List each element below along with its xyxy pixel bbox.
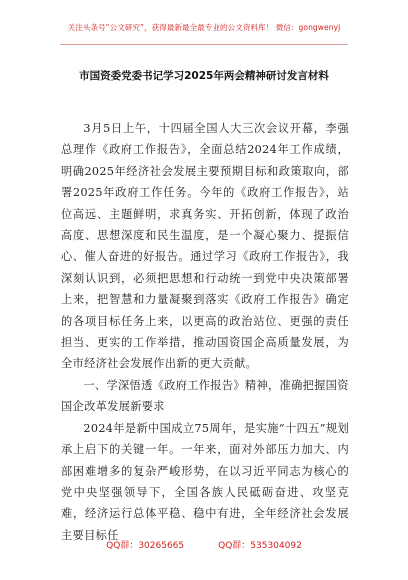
footer <box>0 538 408 551</box>
document-title: 市国资委党委书记学习2025年两会精神研讨发言材料 <box>79 70 329 82</box>
section-heading: 一、学深悟透《政府工作报告》精神，准确把握国资国企改革发展新要求 <box>61 378 349 414</box>
footer-qq-left: QQ群：30265665 <box>106 541 185 551</box>
header-divider <box>60 44 348 45</box>
section-paragraph: 2024年是新中国成立75周年，是实施“十四五”规划承上启下的关键一年。一年来，面对外部压力加大、内部困难增多的复杂严峻形势，在以习近平同志为核心的党中央坚强领导下，全国各族人民砥砺奋进、攻坚克难，经济运行总体平稳、稳中有进，全年经济社会发展主要目标任 <box>61 421 349 542</box>
header-banner: 关注头条号“公文研究”，获得最新最全最专业的公文资料库！ 微信：gongwenyj <box>67 23 341 32</box>
document-body <box>61 118 349 546</box>
footer-qq-right: QQ群：535304092 <box>218 541 302 551</box>
intro-paragraph: 3月5日上午，十四届全国人大三次会议开幕，李强总理作《政府工作报告》，全面总结2024年工作成绩，明确2025年经济社会发展主要预期目标和政策取向，部署2025年政府工作任务。今年的《政府工作报告》，站位高远、主题鲜明，求真务实、开拓创新，体现了政治高度、思想深度和民生温度，是一个凝心聚力、提振信心、催人奋进的好报告。通过学习《政府工作报告》，我深刻认识到，必须把思想和行动统一到党中央决策部署上来，把智慧和力量凝聚到落实《政府工作报告》确定的各项目标任务上来，以更高的政治站位、更强的责任担当、更实的工作举措，推动国资国企高质量发展，为全市经济社会发展作出新的更大贡献。 <box>61 122 349 371</box>
